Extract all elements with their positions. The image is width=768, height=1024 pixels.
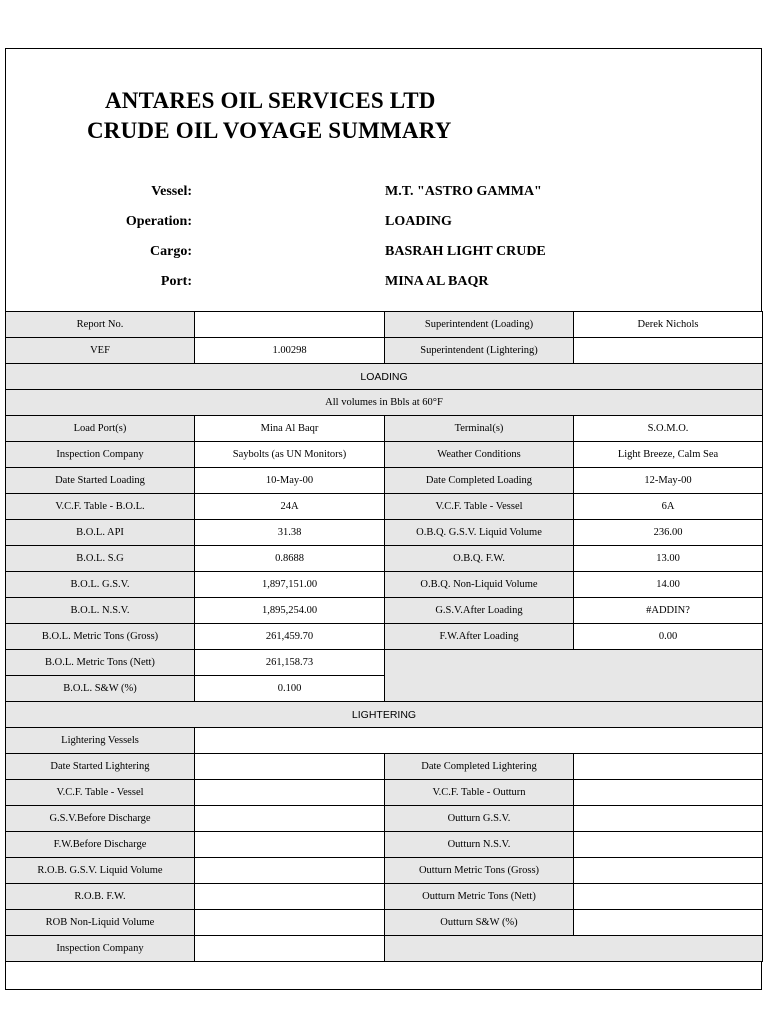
loading-value: 0.100 xyxy=(195,676,385,702)
table-row xyxy=(6,806,763,832)
loading-value: 236.00 xyxy=(574,520,763,546)
table-row xyxy=(6,780,763,806)
lightering-label: Outturn G.S.V. xyxy=(385,806,574,832)
lightering-value xyxy=(195,910,385,936)
table-row xyxy=(6,884,763,910)
loading-value: 13.00 xyxy=(574,546,763,572)
loading-label: F.W.After Loading xyxy=(385,624,574,650)
table-row xyxy=(6,546,763,572)
lightering-value xyxy=(195,884,385,910)
vessel-value: M.T. "ASTRO GAMMA" xyxy=(385,184,542,199)
lightering-vessels-label: Lightering Vessels xyxy=(6,728,195,754)
volumes-note: All volumes in Bbls at 60°F xyxy=(6,390,763,416)
lightering-value xyxy=(195,832,385,858)
loading-value: Saybolts (as UN Monitors) xyxy=(195,442,385,468)
loading-value: S.O.M.O. xyxy=(574,416,763,442)
table-row xyxy=(6,442,763,468)
loading-label: O.B.Q. G.S.V. Liquid Volume xyxy=(385,520,574,546)
lightering-label: Outturn S&W (%) xyxy=(385,910,574,936)
company-name: ANTARES OIL SERVICES LTD xyxy=(105,88,436,113)
inspection-company-value xyxy=(195,936,385,962)
table-row xyxy=(6,468,763,494)
loading-value: 31.38 xyxy=(195,520,385,546)
inspection-company-label: Inspection Company xyxy=(6,936,195,962)
loading-label: Inspection Company xyxy=(6,442,195,468)
loading-section-title: LOADING xyxy=(6,364,763,390)
table-row xyxy=(6,754,763,780)
loading-value: 0.8688 xyxy=(195,546,385,572)
loading-label: B.O.L. Metric Tons (Gross) xyxy=(6,624,195,650)
lightering-label: Outturn Metric Tons (Nett) xyxy=(385,884,574,910)
lightering-value xyxy=(195,780,385,806)
lightering-value xyxy=(195,754,385,780)
table-row xyxy=(6,936,763,962)
lightering-label: V.C.F. Table - Outturn xyxy=(385,780,574,806)
lightering-vessels-value xyxy=(195,728,763,754)
lightering-value xyxy=(574,910,763,936)
section-row xyxy=(6,702,763,728)
loading-label: V.C.F. Table - B.O.L. xyxy=(6,494,195,520)
table-row xyxy=(6,650,763,676)
table-row xyxy=(6,494,763,520)
loading-value: 1,895,254.00 xyxy=(195,598,385,624)
loading-label: B.O.L. S.G xyxy=(6,546,195,572)
lightering-value xyxy=(574,832,763,858)
lightering-label: G.S.V.Before Discharge xyxy=(6,806,195,832)
loading-label: O.B.Q. Non-Liquid Volume xyxy=(385,572,574,598)
vessel-label: Vessel: xyxy=(151,184,192,199)
superintendent-lightering-label: Superintendent (Lightering) xyxy=(385,338,574,364)
vef-label: VEF xyxy=(6,338,195,364)
loading-value: #ADDIN? xyxy=(574,598,763,624)
table-row xyxy=(6,520,763,546)
loading-label: O.B.Q. F.W. xyxy=(385,546,574,572)
voyage-summary-table xyxy=(5,311,763,962)
loading-value: 10-May-00 xyxy=(195,468,385,494)
loading-label: Load Port(s) xyxy=(6,416,195,442)
loading-label: B.O.L. G.S.V. xyxy=(6,572,195,598)
loading-label: Weather Conditions xyxy=(385,442,574,468)
superintendent-loading-label: Superintendent (Loading) xyxy=(385,312,574,338)
report-no-label: Report No. xyxy=(6,312,195,338)
loading-value: 261,459.70 xyxy=(195,624,385,650)
table-row xyxy=(6,312,763,338)
loading-value: 6A xyxy=(574,494,763,520)
superintendent-lightering-value xyxy=(574,338,763,364)
blank-block xyxy=(385,936,763,962)
port-value: MINA AL BAQR xyxy=(385,274,489,289)
lightering-value xyxy=(574,806,763,832)
vef-value: 1.00298 xyxy=(195,338,385,364)
table-row xyxy=(6,858,763,884)
lightering-label: Outturn N.S.V. xyxy=(385,832,574,858)
loading-value: 1,897,151.00 xyxy=(195,572,385,598)
port-label: Port: xyxy=(160,274,192,289)
lightering-label: R.O.B. F.W. xyxy=(6,884,195,910)
lightering-value xyxy=(574,780,763,806)
lightering-value xyxy=(574,858,763,884)
loading-value: Light Breeze, Calm Sea xyxy=(574,442,763,468)
cargo-label: Cargo: xyxy=(150,244,192,259)
table-row xyxy=(6,910,763,936)
lightering-value xyxy=(574,754,763,780)
document-title: CRUDE OIL VOYAGE SUMMARY xyxy=(87,118,452,143)
table-row xyxy=(6,598,763,624)
loading-label: B.O.L. API xyxy=(6,520,195,546)
lightering-label: Date Completed Lightering xyxy=(385,754,574,780)
lightering-section-title: LIGHTERING xyxy=(6,702,763,728)
operation-value: LOADING xyxy=(385,214,452,229)
loading-value: 14.00 xyxy=(574,572,763,598)
lightering-value xyxy=(574,884,763,910)
table-row xyxy=(6,572,763,598)
note-row xyxy=(6,390,763,416)
loading-label: Date Completed Loading xyxy=(385,468,574,494)
loading-value: 24A xyxy=(195,494,385,520)
loading-label: B.O.L. Metric Tons (Nett) xyxy=(6,650,195,676)
loading-label: B.O.L. N.S.V. xyxy=(6,598,195,624)
loading-value: 0.00 xyxy=(574,624,763,650)
table-row xyxy=(6,832,763,858)
loading-label: V.C.F. Table - Vessel xyxy=(385,494,574,520)
lightering-label: Date Started Lightering xyxy=(6,754,195,780)
report-no-value xyxy=(195,312,385,338)
table-row xyxy=(6,728,763,754)
lightering-value xyxy=(195,858,385,884)
loading-label: B.O.L. S&W (%) xyxy=(6,676,195,702)
superintendent-loading-value: Derek Nichols xyxy=(574,312,763,338)
loading-value: Mina Al Baqr xyxy=(195,416,385,442)
loading-label: Terminal(s) xyxy=(385,416,574,442)
loading-value: 261,158.73 xyxy=(195,650,385,676)
lightering-label: F.W.Before Discharge xyxy=(6,832,195,858)
lightering-value xyxy=(195,806,385,832)
blank-block xyxy=(385,650,763,702)
section-row xyxy=(6,364,763,390)
operation-label: Operation: xyxy=(125,214,192,229)
lightering-label: V.C.F. Table - Vessel xyxy=(6,780,195,806)
lightering-label: ROB Non-Liquid Volume xyxy=(6,910,195,936)
loading-label: G.S.V.After Loading xyxy=(385,598,574,624)
table-row xyxy=(6,624,763,650)
table-row xyxy=(6,416,763,442)
lightering-label: Outturn Metric Tons (Gross) xyxy=(385,858,574,884)
loading-label: Date Started Loading xyxy=(6,468,195,494)
lightering-label: R.O.B. G.S.V. Liquid Volume xyxy=(6,858,195,884)
loading-value: 12-May-00 xyxy=(574,468,763,494)
table-row xyxy=(6,338,763,364)
cargo-value: BASRAH LIGHT CRUDE xyxy=(385,244,546,259)
